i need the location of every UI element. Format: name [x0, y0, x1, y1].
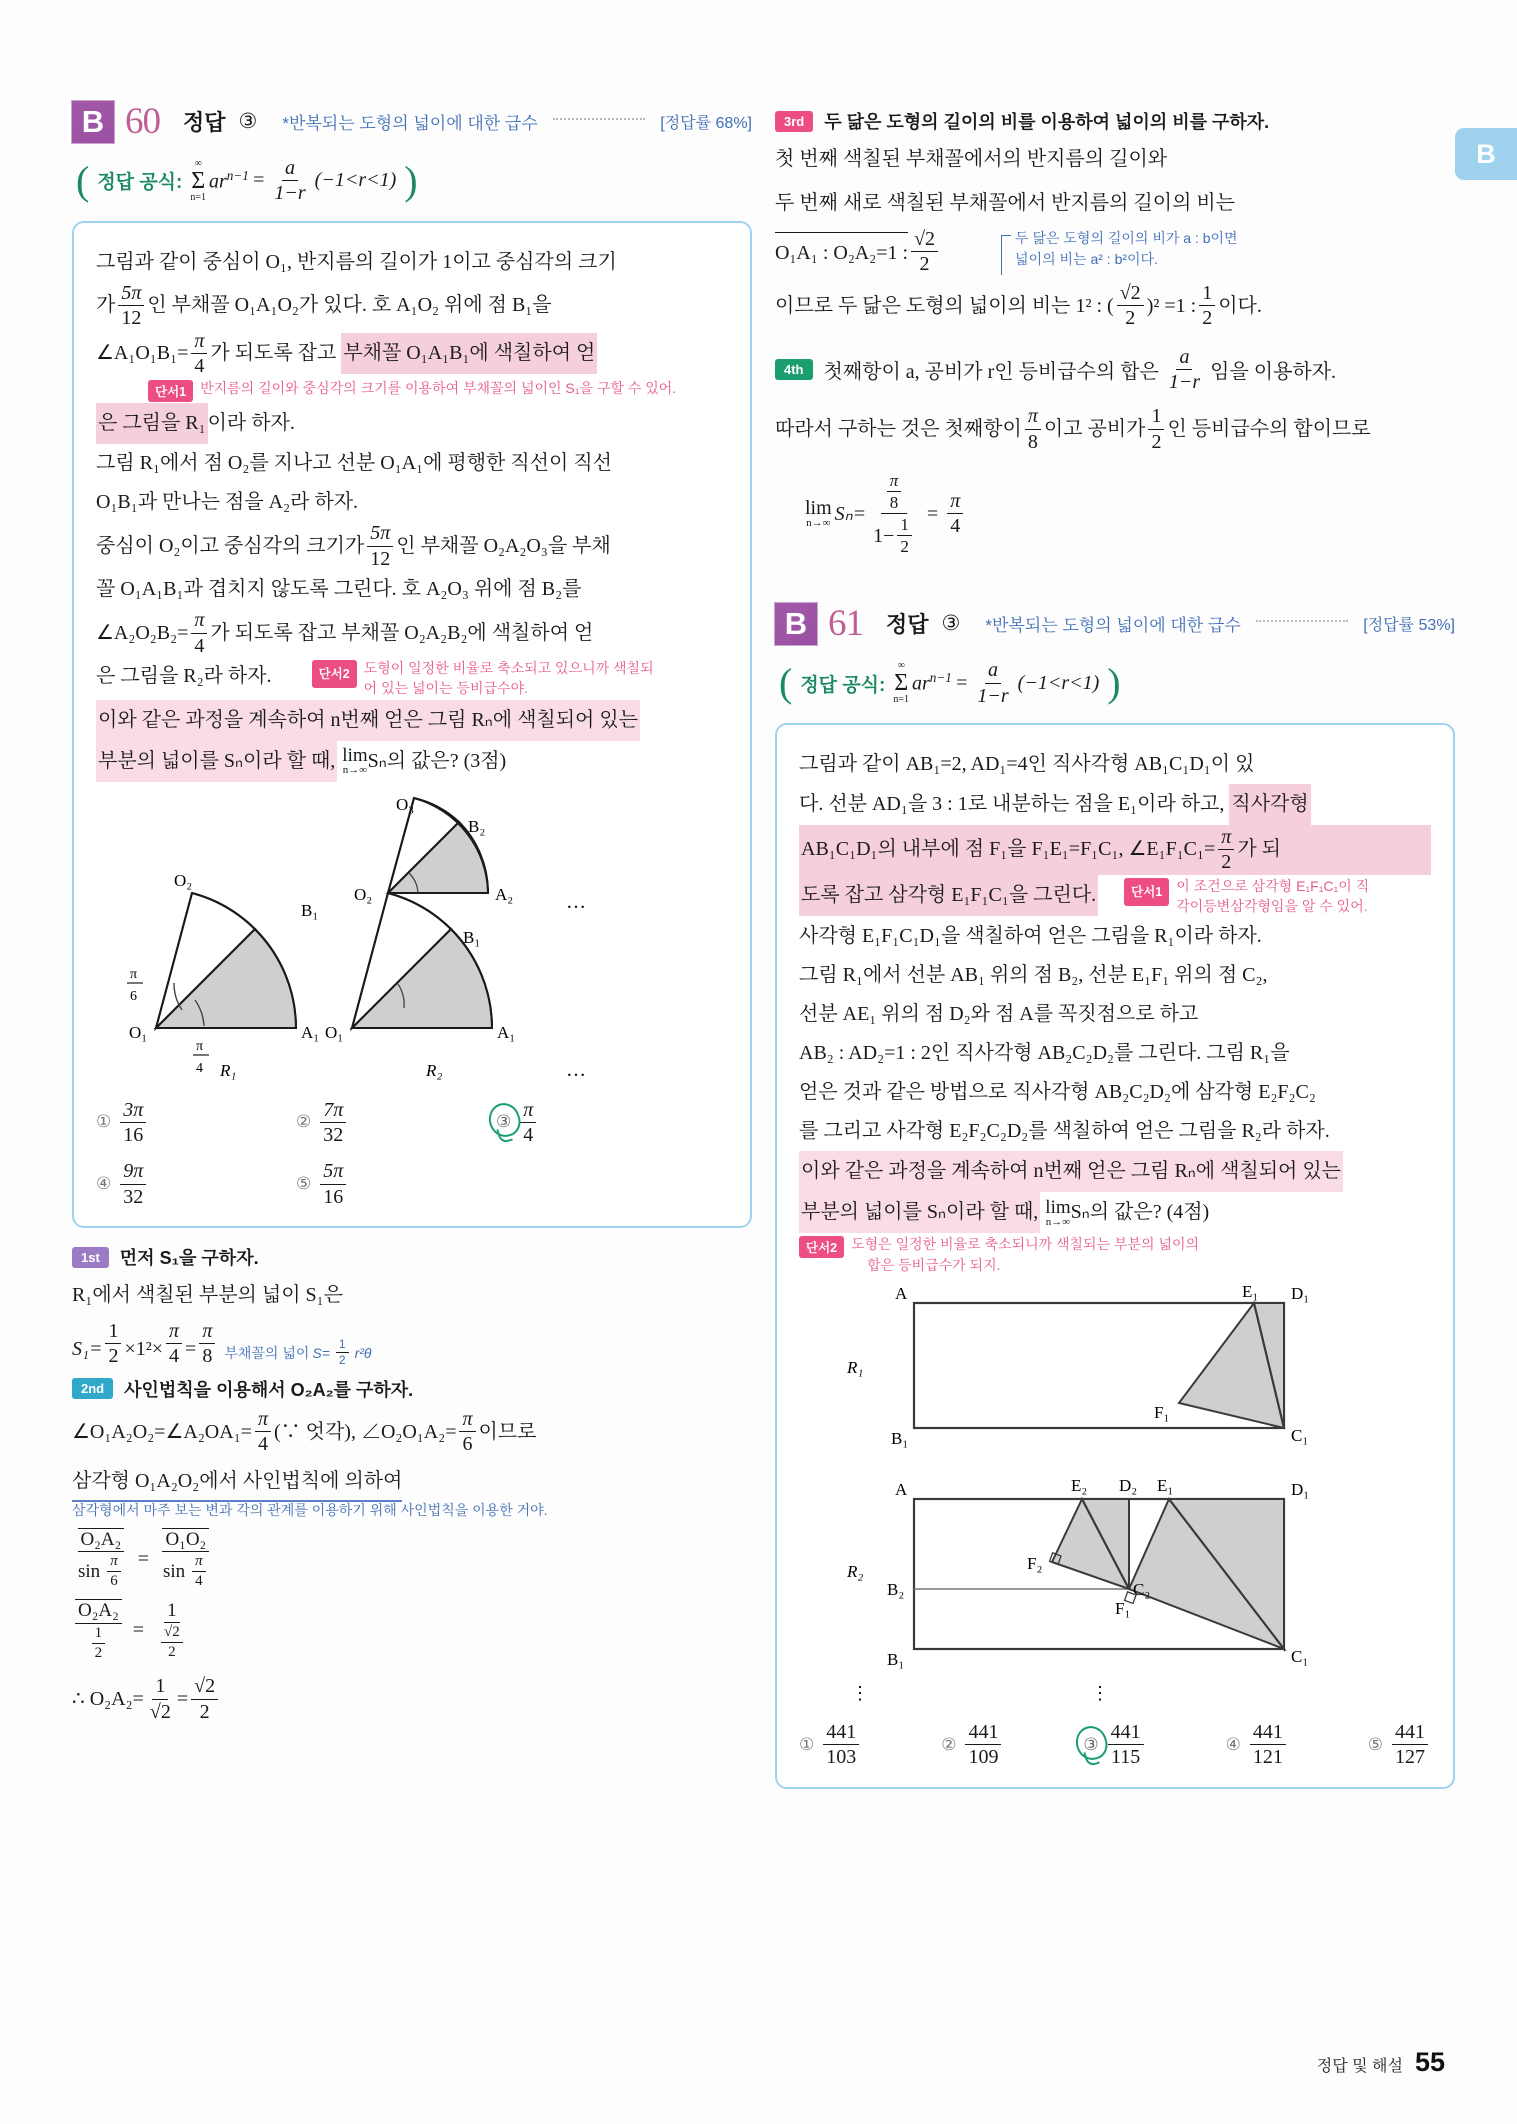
q61-line-12: 부분의 넓이를 Sₙ이라 할 때, lim n→∞ Sₙ의 값은? (4점) [799, 1192, 1431, 1233]
page-footer [1317, 2047, 1445, 2078]
q61-vdots-mid: ⋮ [1091, 1683, 1109, 1703]
q60-figure-svg [96, 788, 696, 1088]
q60-note-sector-area: 부채꼴의 넓이 S= $\frac{1}{2}$ r²θ [224, 1336, 372, 1368]
q60-figure-ellipsis-top: … [566, 890, 586, 913]
q60-sol-eq-s1: S₁= $\frac{1}{2}$ ×1²× $\frac{\pi}{4}$ = $\frac{\pi}{8}$ 부채꼴의 넓이 S= $\frac{1}{2}$ r²θ [72, 1320, 372, 1368]
q61-line-4: 도록 잡고 삼각형 E₁F₁C₁을 그린다. 단서1 이 조건으로 삼각형 E₁F₁C₁이 직 각이등변삼각형임을 알 수 있어. [799, 875, 1431, 918]
label-O3: O₃ [396, 794, 415, 814]
bracket-right-icon: ) [404, 157, 418, 203]
side-tab-label: B [1476, 138, 1496, 169]
q61-choice-5[interactable]: ⑤ $\frac{441}{127}$ [1368, 1721, 1431, 1769]
q60-sol-line-3: 삼각형 O₁A₂O₂에서 사인법칙에 의하여 [72, 1462, 752, 1502]
angle-pi-4 [193, 1039, 209, 1076]
note-bracket-icon [1001, 235, 1011, 275]
q61-tip-2: 단서2 도형은 일정한 비율로 축소되니까 색칠되는 부분의 넓이의 합은 등비급수가 되지. [799, 1234, 1431, 1275]
q61r2-label-B1: B₁ [887, 1650, 905, 1669]
label-O2b: O₂ [354, 884, 373, 904]
footer-label: 정답 및 해설 [1316, 2058, 1403, 2075]
q61r2-label-F1: F₁ [1115, 1599, 1131, 1618]
q60-figure-ellipsis-bot: … [566, 1058, 586, 1081]
label-A2: A₂ [495, 884, 514, 904]
sigma-icon: ∞ Σ n=1 [190, 157, 206, 203]
left-column [72, 100, 752, 1723]
q60-line-10: 은 그림을 R₂라 하자. 단서2 도형이 일정한 비율로 축소되고 있으니까 색칠되어 있는 넓이는 등비급수야. [96, 657, 728, 700]
label-O1b: O₁ [325, 1022, 344, 1042]
q60-line-2: 가 $\frac{5\pi}{12}$ 인 부채꼴 O₁A₁O₂가 있다. 호 A₁O₂ 위에 점 B₁을 [96, 281, 552, 330]
q61-line-11: 이와 같은 과정을 계속하여 n번째 얻은 그림 Rₙ에 색칠되어 있는 [799, 1151, 1431, 1192]
formula-equals-60: = [251, 169, 266, 192]
q61r2-label-E1: E₁ [1157, 1477, 1174, 1495]
q60-note-similar-ratio: 두 닮은 도형의 길이의 비가 a : b이면 넓이의 비는 a² : b²이다. [1001, 228, 1238, 275]
level-badge-b: B [72, 101, 114, 143]
q61r1-label-A: A [895, 1284, 908, 1303]
q61-figure-r2 [799, 1477, 1431, 1717]
q60-sol4-limit: lim n→∞ Sₙ= $\frac{\pi}{8}$ 1− $\frac{1}{2}$ = $\frac{\pi}{4}$ [775, 471, 1455, 556]
q60-step-2: 2nd 사인법칙을 이용해서 O₂A₂를 구하자. [72, 1376, 752, 1402]
q60-figure-r2 [325, 795, 515, 1042]
q61r2-label-D2: D₂ [1119, 1477, 1138, 1495]
q61-line-10: 를 그리고 사각형 E₂F₂C₂D₂를 색칠하여 얻은 그림을 R₂라 하자. [799, 1120, 1330, 1143]
answer-choice-61: ③ [941, 611, 961, 636]
q60-step-1: 1st 먼저 S₁을 구하자. [72, 1244, 752, 1270]
q60-sol3-line-2: 두 번째 새로 색칠된 부채꼴에서 반지름의 길이의 비는 [775, 192, 1236, 214]
q61r1-label-B1: B₁ [891, 1429, 909, 1448]
q60-choice-3[interactable]: ③ $\frac{\pi}{4}$ [496, 1099, 539, 1147]
q61r2-label-C2: C₂ [1133, 1580, 1151, 1599]
q61-line-3: AB₁C₁D₁의 내부에 점 F₁을 F₁E₁=F₁C₁, ∠E₁F₁C₁= $\frac{\pi}{2}$ 가 되 [799, 825, 1431, 875]
q60-sol-line-1: R₁에서 색칠된 부분의 넓이 S₁은 [72, 1284, 343, 1307]
page-number: 55 [1414, 2047, 1445, 2077]
q60-choices-row1 [96, 1099, 728, 1147]
q60-label-r2: R₂ [426, 1060, 443, 1080]
leader-dots-60 [553, 118, 646, 120]
svg-text:6: 6 [130, 988, 137, 1004]
svg-text:4: 4 [196, 1060, 203, 1076]
q60-frac-pi-4-b: $\frac{\pi}{4}$ [191, 609, 207, 657]
leader-dots-61 [1256, 620, 1349, 622]
question-card-60 [72, 221, 752, 1228]
q60-sol3-eq: O₁A₁ : O₂A₂=1 : $\frac{√2}{2}$ 두 닮은 도형의 길이의 비가 a : b이면 넓이의 비는 a² : b²이다. [775, 228, 1238, 276]
label-B1: B₁ [301, 900, 319, 920]
svg-text:π: π [196, 1038, 204, 1054]
label-O1: O₁ [129, 1022, 148, 1042]
q61-choice-1[interactable]: ① $\frac{441}{103}$ [799, 1721, 862, 1769]
q60-line-5: 그림 R₁에서 점 O₂를 지나고 선분 O₁A₁에 평행한 직선이 직선 [96, 452, 612, 475]
topic-61: *반복되는 도형의 넓이에 대한 급수 [985, 616, 1241, 636]
q61r2-label-C1: C₁ [1291, 1647, 1309, 1666]
q61-figure-r1-svg [799, 1281, 1399, 1466]
formula-term-60: $ar^{n-1}$ [209, 168, 249, 193]
q60-sol-eq-sine: O₂A₂ sin $\frac{\pi}{6}$ = O₁O₂ sin $\frac{\pi}{4}$ [72, 1528, 752, 1590]
q60-line-8: 꼴 O₁A₁B₁과 겹치지 않도록 그린다. 호 A₂O₃ 위에 점 B₂를 [96, 578, 582, 601]
q61-line-7: 선분 AE₁ 위의 점 D₂와 점 A를 꼭짓점으로 하고 [799, 1003, 1199, 1026]
q60-sol3-line-1: 첫 번째 색칠된 부채꼴에서의 반지름의 길이와 [775, 148, 1168, 170]
q60-choice-2[interactable]: ② $\frac{7\pi}{32}$ [296, 1099, 496, 1147]
q61r1-label-C1: C₁ [1291, 1426, 1309, 1445]
q61-choice-4[interactable]: ④ $\frac{441}{121}$ [1226, 1721, 1289, 1769]
q60-choice-4[interactable]: ④ $\frac{9\pi}{32}$ [96, 1160, 296, 1208]
q60-line-4: 은 그림을 R₁ 이라 하자. [96, 403, 728, 444]
q61-choice-2[interactable]: ② $\frac{441}{109}$ [941, 1721, 1004, 1769]
q60-line-9: ∠A₂O₂B₂= $\frac{\pi}{4}$ 가 되도록 잡고 부채꼴 O₂A₂B₂에 색칠하여 얻 [96, 609, 594, 657]
q61-line-1: 그림과 같이 AB₁=2, AD₁=4인 직사각형 AB₁C₁D₁이 있 [799, 753, 1255, 776]
formula-box-61 [775, 659, 1455, 707]
q60-sol-line-2: ∠O₁A₂O₂=∠A₂OA₁= $\frac{\pi}{4}$ (∵ 엇각), ∠O₂O₁A₂= $\frac{\pi}{6}$ 이므로 [72, 1407, 537, 1456]
formula-body-60 [190, 157, 396, 205]
formula-key-61: 정답 공식: [800, 674, 886, 696]
q60-label-r1: R₁ [220, 1060, 237, 1080]
label-A1b: A₁ [497, 1022, 516, 1042]
label-B2: B₂ [468, 816, 486, 836]
q61-line-2: 다. 선분 AD₁을 3 : 1로 내분하는 점을 E₁이라 하고, 직사각형 [799, 784, 1431, 825]
problem-number-61: 61 [828, 603, 863, 645]
q60-line-12: 부분의 넓이를 Sₙ이라 할 때, lim n→∞ Sₙ의 값은? (3점) [96, 741, 728, 782]
q61-line-9: 얻은 것과 같은 방법으로 직사각형 AB₂C₂D₂에 삼각형 E₂F₂C₂ [799, 1081, 1316, 1104]
answer-label-60: 정답 [183, 110, 226, 135]
q61r2-label-A: A [895, 1480, 908, 1499]
answer-label-61: 정답 [886, 612, 929, 638]
label-O2: O₂ [174, 870, 193, 890]
svg-text:π: π [130, 966, 138, 982]
angle-pi-6 [127, 967, 143, 1004]
q61-figure-r1 [799, 1281, 1431, 1471]
q60-note-sine-rule: 삼각형에서 마주 보는 변과 각의 관계를 이용하기 위해 사인법칙을 이용한 거야. [72, 1501, 548, 1518]
label-A1: A₁ [301, 1022, 320, 1042]
q61-figure-r2-svg [799, 1477, 1399, 1712]
q61-choices [799, 1721, 1431, 1769]
q60-sol-final: ∴ O₂A₂= $\frac{1}{√2}$ = $\frac{√2}{2}$ [72, 1675, 752, 1723]
correct-rate-60: [정답률 68%] [660, 115, 752, 132]
q61-label-r1: R₁ [847, 1358, 864, 1377]
q61-choice-3[interactable]: ③ $\frac{441}{115}$ [1083, 1721, 1146, 1769]
formula-body-61: ∞ Σ n=1 $ar^{n-1}$ = $\frac{a}{1-r}$ (−1<r<1) [893, 659, 1100, 707]
q60-step-4: 4th 첫째항이 a, 공비가 r인 등비급수의 합은 $\frac{a}{1-r}$ 임을 이용하자. [775, 346, 1455, 394]
label-B1b: B₁ [463, 927, 481, 947]
bracket-left-icon: ( [76, 157, 90, 203]
q61-label-r2: R₂ [847, 1562, 864, 1581]
q61-line-6: 그림 R₁에서 선분 AB₁ 위의 점 B₂, 선분 E₁F₁ 위의 점 C₂, [799, 964, 1268, 987]
q60-figure [96, 788, 728, 1093]
q60-tip-1: 단서1 반지름의 길이와 중심각의 크기를 이용하여 부채꼴의 넓이인 S₁을 구할 수 있어. [148, 378, 728, 402]
q61r1-label-F1: F₁ [1154, 1403, 1170, 1422]
bracket-right-icon-61: ) [1107, 660, 1121, 706]
problem-number-60: 60 [125, 101, 160, 142]
side-tab-b [1455, 128, 1517, 180]
q60-step-3: 3rd 두 닮은 도형의 길이의 비를 이용하여 넓이의 비를 구하자. [775, 108, 1455, 134]
q60-sol4-line-1: 따라서 구하는 것은 첫째항이 $\frac{\pi}{8}$ 이고 공비가 $\frac{1}{2}$ 인 등비급수의 합이므로 [775, 405, 1371, 453]
q60-choices-row2 [96, 1160, 728, 1208]
formula-condition-60: (−1<r<1) [314, 169, 397, 192]
q61r2-label-E2: E₂ [1071, 1477, 1088, 1495]
q61-line-5: 사각형 E₁F₁C₁D₁을 색칠하여 얻은 그림을 R₁이라 하자. [799, 925, 1262, 948]
q60-line-1: 그림과 같이 중심이 O₁, 반지름의 길이가 1이고 중심각의 크기 [96, 250, 617, 273]
q60-sol3-line-3: 이므로 두 닮은 도형의 넓이의 비는 1² : ( $\frac{√2}{2}$ )² =1 : $\frac{1}{2}$ 이다. [775, 281, 1262, 330]
q60-choice-1[interactable]: ① $\frac{3\pi}{16}$ [96, 1099, 296, 1147]
correct-rate-61: [정답률 53%] [1363, 617, 1455, 635]
formula-fraction-60: $\frac{a}{1-r}$ [274, 157, 306, 205]
sigma-icon-61: ∞ Σ n=1 [893, 660, 909, 706]
q61r1-label-E1: E₁ [1242, 1282, 1259, 1301]
q60-line-3: ∠A₁O₁B₁= $\frac{\pi}{4}$ 가 되도록 잡고 부채꼴 O₁A₁B₁에 색칠하여 얻 [96, 329, 596, 377]
q61-tip-1: 단서1 이 조건으로 삼각형 E₁F₁C₁이 직 각이등변삼각형임을 알 수 있어. [1124, 876, 1369, 917]
bracket-left-icon-61: ( [779, 660, 793, 706]
q61-line-8: AB₂ : AD₂=1 : 2인 직사각형 AB₂C₂D₂를 그린다. 그림 R₁을 [799, 1042, 1290, 1065]
selected-answer-ring-icon-61 [1072, 1722, 1111, 1763]
formula-box-60 [72, 157, 752, 205]
q60-line-6: O₁B₁과 만나는 점을 A₂라 하자. [96, 491, 359, 514]
q60-sol-eq-sine-2: $\frac{\text{O₂A₂}}{\frac{1}{2}}$ = $\frac{1}{\frac{√2}{2}}$ [72, 1599, 752, 1661]
q60-choice-5[interactable]: ⑤ $\frac{5\pi}{16}$ [296, 1160, 496, 1208]
q60-tip-2: 단서2 도형이 일정한 비율로 축소되고 있으니까 색칠되어 있는 넓이는 등비급수야. [312, 658, 664, 699]
problem-60-header [72, 100, 752, 143]
q60-frac-5pi-12: $\frac{5\pi}{12}$ [118, 282, 144, 330]
topic-60: *반복되는 도형의 넓이에 대한 급수 [282, 114, 538, 133]
question-card-61 [775, 723, 1455, 1789]
formula-key-60: 정답 공식: [97, 172, 183, 194]
right-column [775, 108, 1455, 1789]
q61r2-label-F2: F₂ [1027, 1554, 1043, 1573]
problem-61-header [775, 602, 1455, 645]
q61r1-label-D1: D₁ [1291, 1284, 1310, 1303]
answer-choice-60: ③ [238, 109, 258, 133]
level-badge-b-61: B [775, 603, 817, 645]
q60-frac-5pi-12-b: $\frac{5\pi}{12}$ [367, 522, 393, 570]
q61-vdots-left: ⋮ [851, 1683, 869, 1703]
q60-line-11: 이와 같은 과정을 계속하여 n번째 얻은 그림 Rₙ에 색칠되어 있는 [96, 700, 728, 741]
q60-figure-r1 [127, 871, 319, 1076]
q61r2-label-D1: D₁ [1291, 1480, 1310, 1499]
q60-limit: lim n→∞ [342, 745, 368, 776]
q60-line-7: 중심이 O₂이고 중심각의 크기가 $\frac{5\pi}{12}$ 인 부채꼴 O₂A₂O₃을 부채 [96, 522, 611, 570]
q61r2-label-B2: B₂ [887, 1580, 905, 1599]
q60-frac-pi-4: $\frac{\pi}{4}$ [191, 330, 207, 378]
